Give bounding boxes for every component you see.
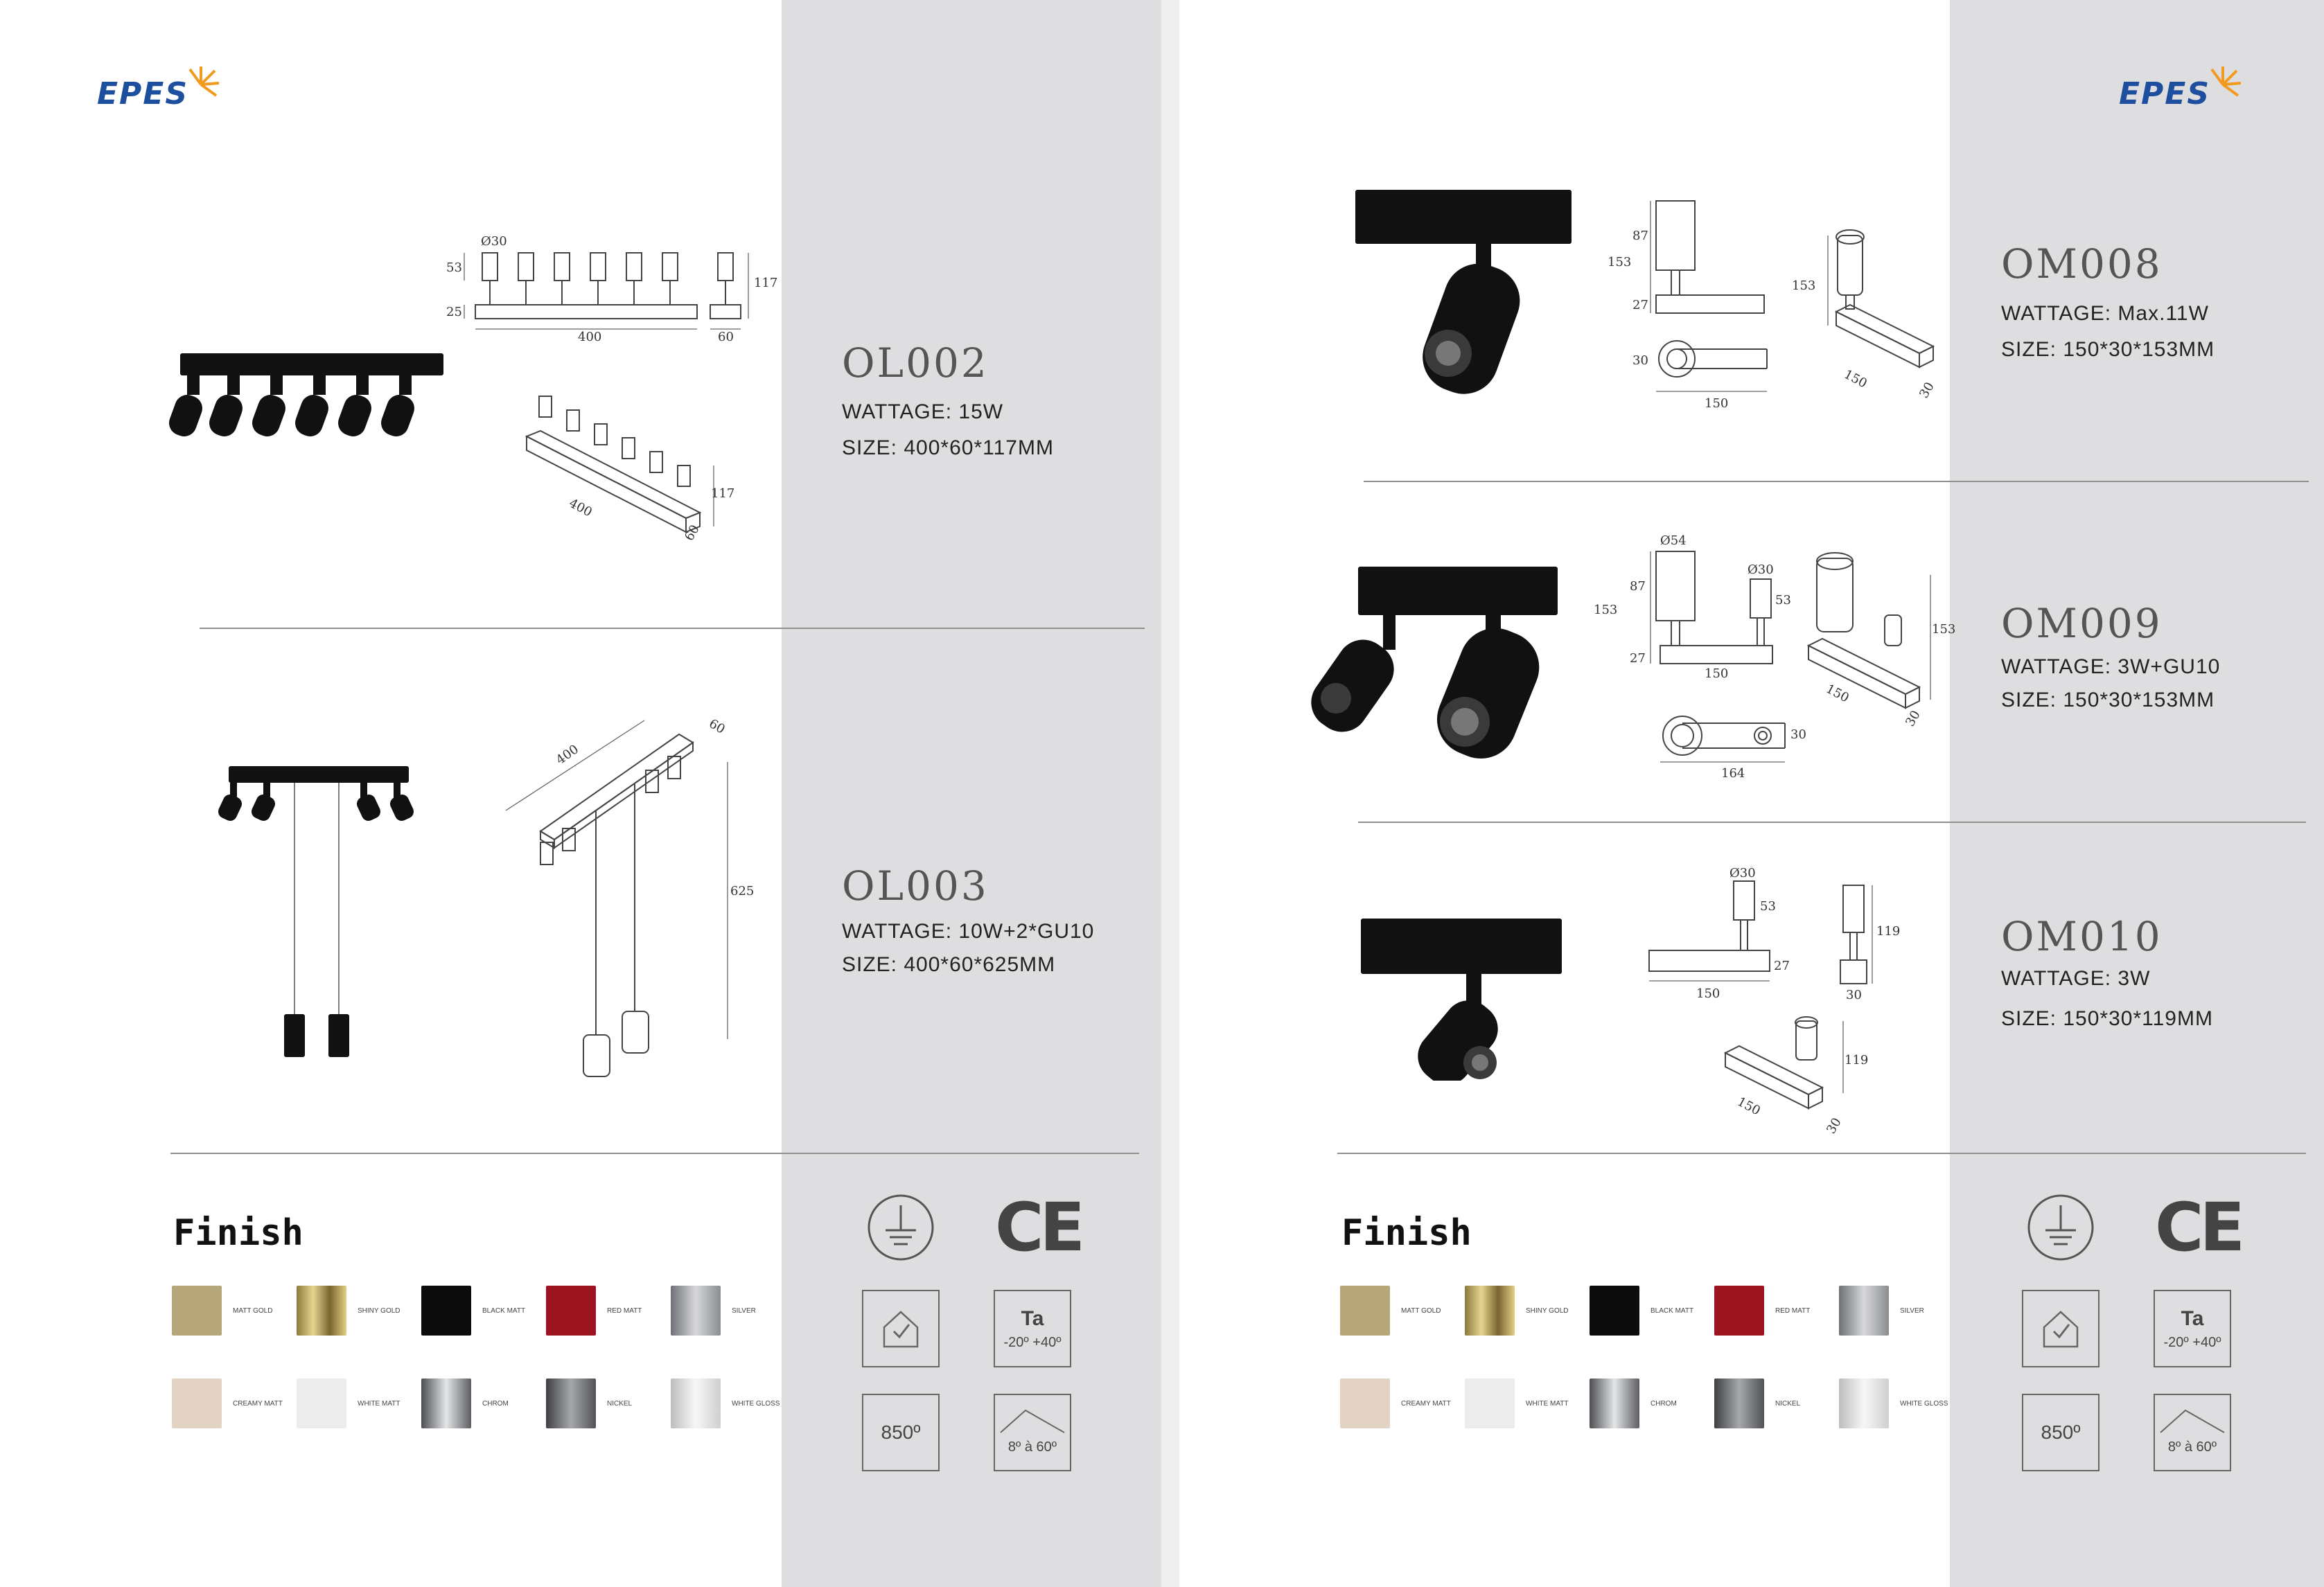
swatch — [1590, 1378, 1714, 1428]
dim-label: 150 — [1734, 1094, 1763, 1119]
beam-angle-text: 850º — [2041, 1421, 2081, 1443]
ol003-drawing — [499, 707, 762, 1094]
swatch-label: SILVER — [1900, 1306, 1924, 1315]
dim-label: 87 — [1630, 579, 1646, 594]
dim-label: 150 — [1823, 681, 1851, 706]
dim-label: 27 — [1632, 298, 1648, 312]
dim-label: 153 — [1608, 255, 1632, 269]
dim-label: 153 — [1932, 622, 1956, 637]
ground-icon — [2026, 1193, 2095, 1262]
swatch — [297, 1378, 421, 1428]
finish-swatches-row2 — [1340, 1378, 1964, 1428]
model-title: OM008 — [2001, 240, 2163, 287]
dim-label: 30 — [1632, 353, 1648, 368]
dim-label: 60 — [706, 716, 728, 737]
swatch — [1340, 1286, 1465, 1336]
swatch-label: CREAMY MATT — [233, 1399, 283, 1408]
om008-drawing — [1608, 194, 1961, 423]
swatch-label: SHINY GOLD — [358, 1306, 400, 1315]
ce-mark: CE — [2155, 1189, 2242, 1266]
model-title: OM010 — [2001, 913, 2163, 960]
swatch — [546, 1286, 671, 1336]
swatch-label: RED MATT — [607, 1306, 642, 1315]
swatch-chip — [1465, 1286, 1515, 1336]
swatch-label: SHINY GOLD — [1526, 1306, 1569, 1315]
swatch-chip — [546, 1286, 596, 1336]
dim-label: 25 — [446, 305, 462, 319]
dim-label: 53 — [446, 260, 462, 275]
indoor-icon — [2022, 1290, 2099, 1367]
dim-label: 30 — [1917, 380, 1937, 401]
finish-swatches-row1 — [1340, 1286, 1964, 1336]
dim-label: 27 — [1630, 651, 1646, 666]
dim-label: 30 — [1903, 708, 1924, 729]
swatch-chip — [1465, 1378, 1515, 1428]
swatch — [1340, 1378, 1465, 1428]
dim-label: 400 — [578, 330, 602, 344]
swatch — [1590, 1286, 1714, 1336]
dim-label: 119 — [1876, 924, 1901, 939]
divider — [1337, 1153, 2306, 1154]
ta-label: Ta — [1021, 1306, 1044, 1330]
swatch-chip — [671, 1378, 721, 1428]
wattage-text: WATTAGE: Max.11W — [2001, 302, 2209, 325]
om008-product-image — [1351, 187, 1580, 395]
swatch-chip — [1590, 1286, 1639, 1336]
swatch — [1465, 1286, 1590, 1336]
swatch-chip — [1340, 1286, 1390, 1336]
left-spec-panel — [782, 0, 1161, 1587]
ta-range: -20º +40º — [1003, 1334, 1062, 1350]
dim-label: 119 — [1845, 1053, 1869, 1067]
swatch-label: RED MATT — [1775, 1306, 1811, 1315]
dim-label: 30 — [1824, 1115, 1845, 1137]
swatch — [1839, 1286, 1964, 1336]
ground-icon — [866, 1193, 935, 1262]
swatch-chip — [421, 1286, 471, 1336]
swatch-label: NICKEL — [607, 1399, 633, 1408]
wattage-text: WATTAGE: 15W — [842, 400, 1004, 423]
ce-mark: CE — [995, 1189, 1082, 1266]
swatch-chip — [546, 1378, 596, 1428]
page-gutter — [1161, 0, 1179, 1587]
swatch-chip — [421, 1378, 471, 1428]
finish-title: Finish — [173, 1212, 303, 1254]
swatch-chip — [1714, 1286, 1764, 1336]
swatch-label: WHITE MATT — [1526, 1399, 1569, 1408]
finish-title: Finish — [1341, 1212, 1472, 1254]
swatch-label: WHITE GLOSS — [1900, 1399, 1948, 1408]
swatch-chip — [1340, 1378, 1390, 1428]
swatch — [1465, 1378, 1590, 1428]
swatch-label: BLACK MATT — [482, 1306, 526, 1315]
swatch-label: MATT GOLD — [233, 1306, 273, 1315]
om010-product-image — [1358, 914, 1566, 1081]
swatch — [1839, 1378, 1964, 1428]
swatch-chip — [172, 1286, 222, 1336]
swatch-chip — [1839, 1378, 1889, 1428]
tilt-text: 8º à 60º — [1007, 1439, 1057, 1455]
size-text: SIZE: 400*60*625MM — [842, 953, 1056, 976]
ta-range: -20º +40º — [2163, 1334, 2221, 1350]
swatch — [671, 1378, 795, 1428]
brand-logo-left — [97, 64, 229, 112]
ol002-iso-drawing — [506, 388, 741, 554]
brand-logo-right — [2119, 64, 2251, 112]
sun-icon — [180, 64, 222, 105]
dim-label: 53 — [1775, 593, 1791, 608]
swatch-label: BLACK MATT — [1650, 1306, 1694, 1315]
dim-label: 153 — [1792, 278, 1816, 293]
ol003-product-image — [215, 759, 423, 1064]
swatch-label: WHITE GLOSS — [732, 1399, 780, 1408]
dim-label: Ø30 — [1729, 866, 1756, 880]
ol002-front-drawing — [437, 229, 783, 353]
swatch — [297, 1286, 421, 1336]
ta-label: Ta — [2181, 1306, 2204, 1330]
beam-angle-text: 850º — [881, 1421, 921, 1443]
logo-text: EPES — [97, 76, 189, 112]
ol002-product-image — [166, 346, 457, 450]
om009-product-image — [1310, 561, 1580, 762]
dim-label: 150 — [1696, 986, 1720, 1001]
divider — [1358, 822, 2306, 823]
size-text: SIZE: 400*60*117MM — [842, 436, 1054, 459]
tilt-badge — [994, 1394, 1071, 1471]
swatch-chip — [297, 1286, 346, 1336]
swatch-label: NICKEL — [1775, 1399, 1801, 1408]
logo-text: EPES — [2119, 76, 2211, 112]
swatch-label: SILVER — [732, 1306, 756, 1315]
swatch — [421, 1286, 546, 1336]
finish-swatches-row2 — [172, 1378, 795, 1428]
swatch-label: WHITE MATT — [358, 1399, 400, 1408]
swatch-label: CREAMY MATT — [1401, 1399, 1451, 1408]
dim-label: 30 — [1846, 988, 1862, 1002]
model-title: OL003 — [842, 862, 989, 910]
right-spec-panel — [1950, 0, 2324, 1587]
dim-label: 87 — [1632, 229, 1648, 243]
divider — [1364, 481, 2309, 482]
dim-label: Ø30 — [481, 234, 507, 249]
dim-label: 150 — [1705, 396, 1729, 411]
dim-label: 625 — [730, 884, 755, 898]
dim-label: 400 — [553, 742, 582, 768]
divider — [170, 1153, 1139, 1154]
tilt-badge — [2154, 1394, 2231, 1471]
dim-label: 27 — [1774, 959, 1790, 973]
dim-label: 150 — [1841, 366, 1869, 391]
swatch — [421, 1378, 546, 1428]
dim-label: 150 — [1705, 666, 1729, 681]
dim-label: 117 — [711, 486, 735, 501]
ta-rating — [994, 1290, 1071, 1367]
swatch-label: CHROM — [1650, 1399, 1677, 1408]
dim-label: 117 — [754, 276, 778, 290]
dim-label: 400 — [566, 495, 595, 520]
swatch — [172, 1378, 297, 1428]
swatch — [172, 1286, 297, 1336]
dim-label: 53 — [1760, 899, 1776, 914]
beam-angle-badge — [862, 1394, 940, 1471]
swatch — [1714, 1378, 1839, 1428]
dim-label: 60 — [718, 330, 734, 344]
finish-swatches-row1 — [172, 1286, 795, 1336]
swatch-label: CHROM — [482, 1399, 509, 1408]
swatch-label: MATT GOLD — [1401, 1306, 1441, 1315]
indoor-icon — [862, 1290, 940, 1367]
beam-angle-badge — [2022, 1394, 2099, 1471]
swatch-chip — [1839, 1286, 1889, 1336]
swatch-chip — [671, 1286, 721, 1336]
model-title: OL002 — [842, 339, 989, 387]
wattage-text: WATTAGE: 10W+2*GU10 — [842, 920, 1095, 943]
om009-drawing — [1594, 526, 1982, 790]
swatch — [671, 1286, 795, 1336]
swatch — [1714, 1286, 1839, 1336]
swatch-chip — [297, 1378, 346, 1428]
ta-rating — [2154, 1290, 2231, 1367]
dim-label: 30 — [1790, 727, 1806, 742]
tilt-text: 8º à 60º — [2167, 1439, 2217, 1455]
sun-icon — [2202, 64, 2244, 105]
size-text: SIZE: 150*30*119MM — [2001, 1007, 2213, 1030]
wattage-text: WATTAGE: 3W+GU10 — [2001, 655, 2221, 678]
dim-label: Ø54 — [1660, 533, 1687, 548]
model-title: OM009 — [2001, 600, 2163, 647]
size-text: SIZE: 150*30*153MM — [2001, 338, 2215, 361]
dim-label: 60 — [682, 522, 703, 544]
swatch-chip — [1590, 1378, 1639, 1428]
swatch-chip — [1714, 1378, 1764, 1428]
swatch-chip — [172, 1378, 222, 1428]
size-text: SIZE: 150*30*153MM — [2001, 689, 2215, 711]
wattage-text: WATTAGE: 3W — [2001, 967, 2151, 990]
divider — [200, 628, 1145, 629]
dim-label: Ø30 — [1748, 562, 1774, 577]
om010-drawing — [1635, 865, 1954, 1142]
dim-label: 153 — [1594, 603, 1618, 617]
dim-label: 164 — [1721, 766, 1745, 781]
swatch — [546, 1378, 671, 1428]
